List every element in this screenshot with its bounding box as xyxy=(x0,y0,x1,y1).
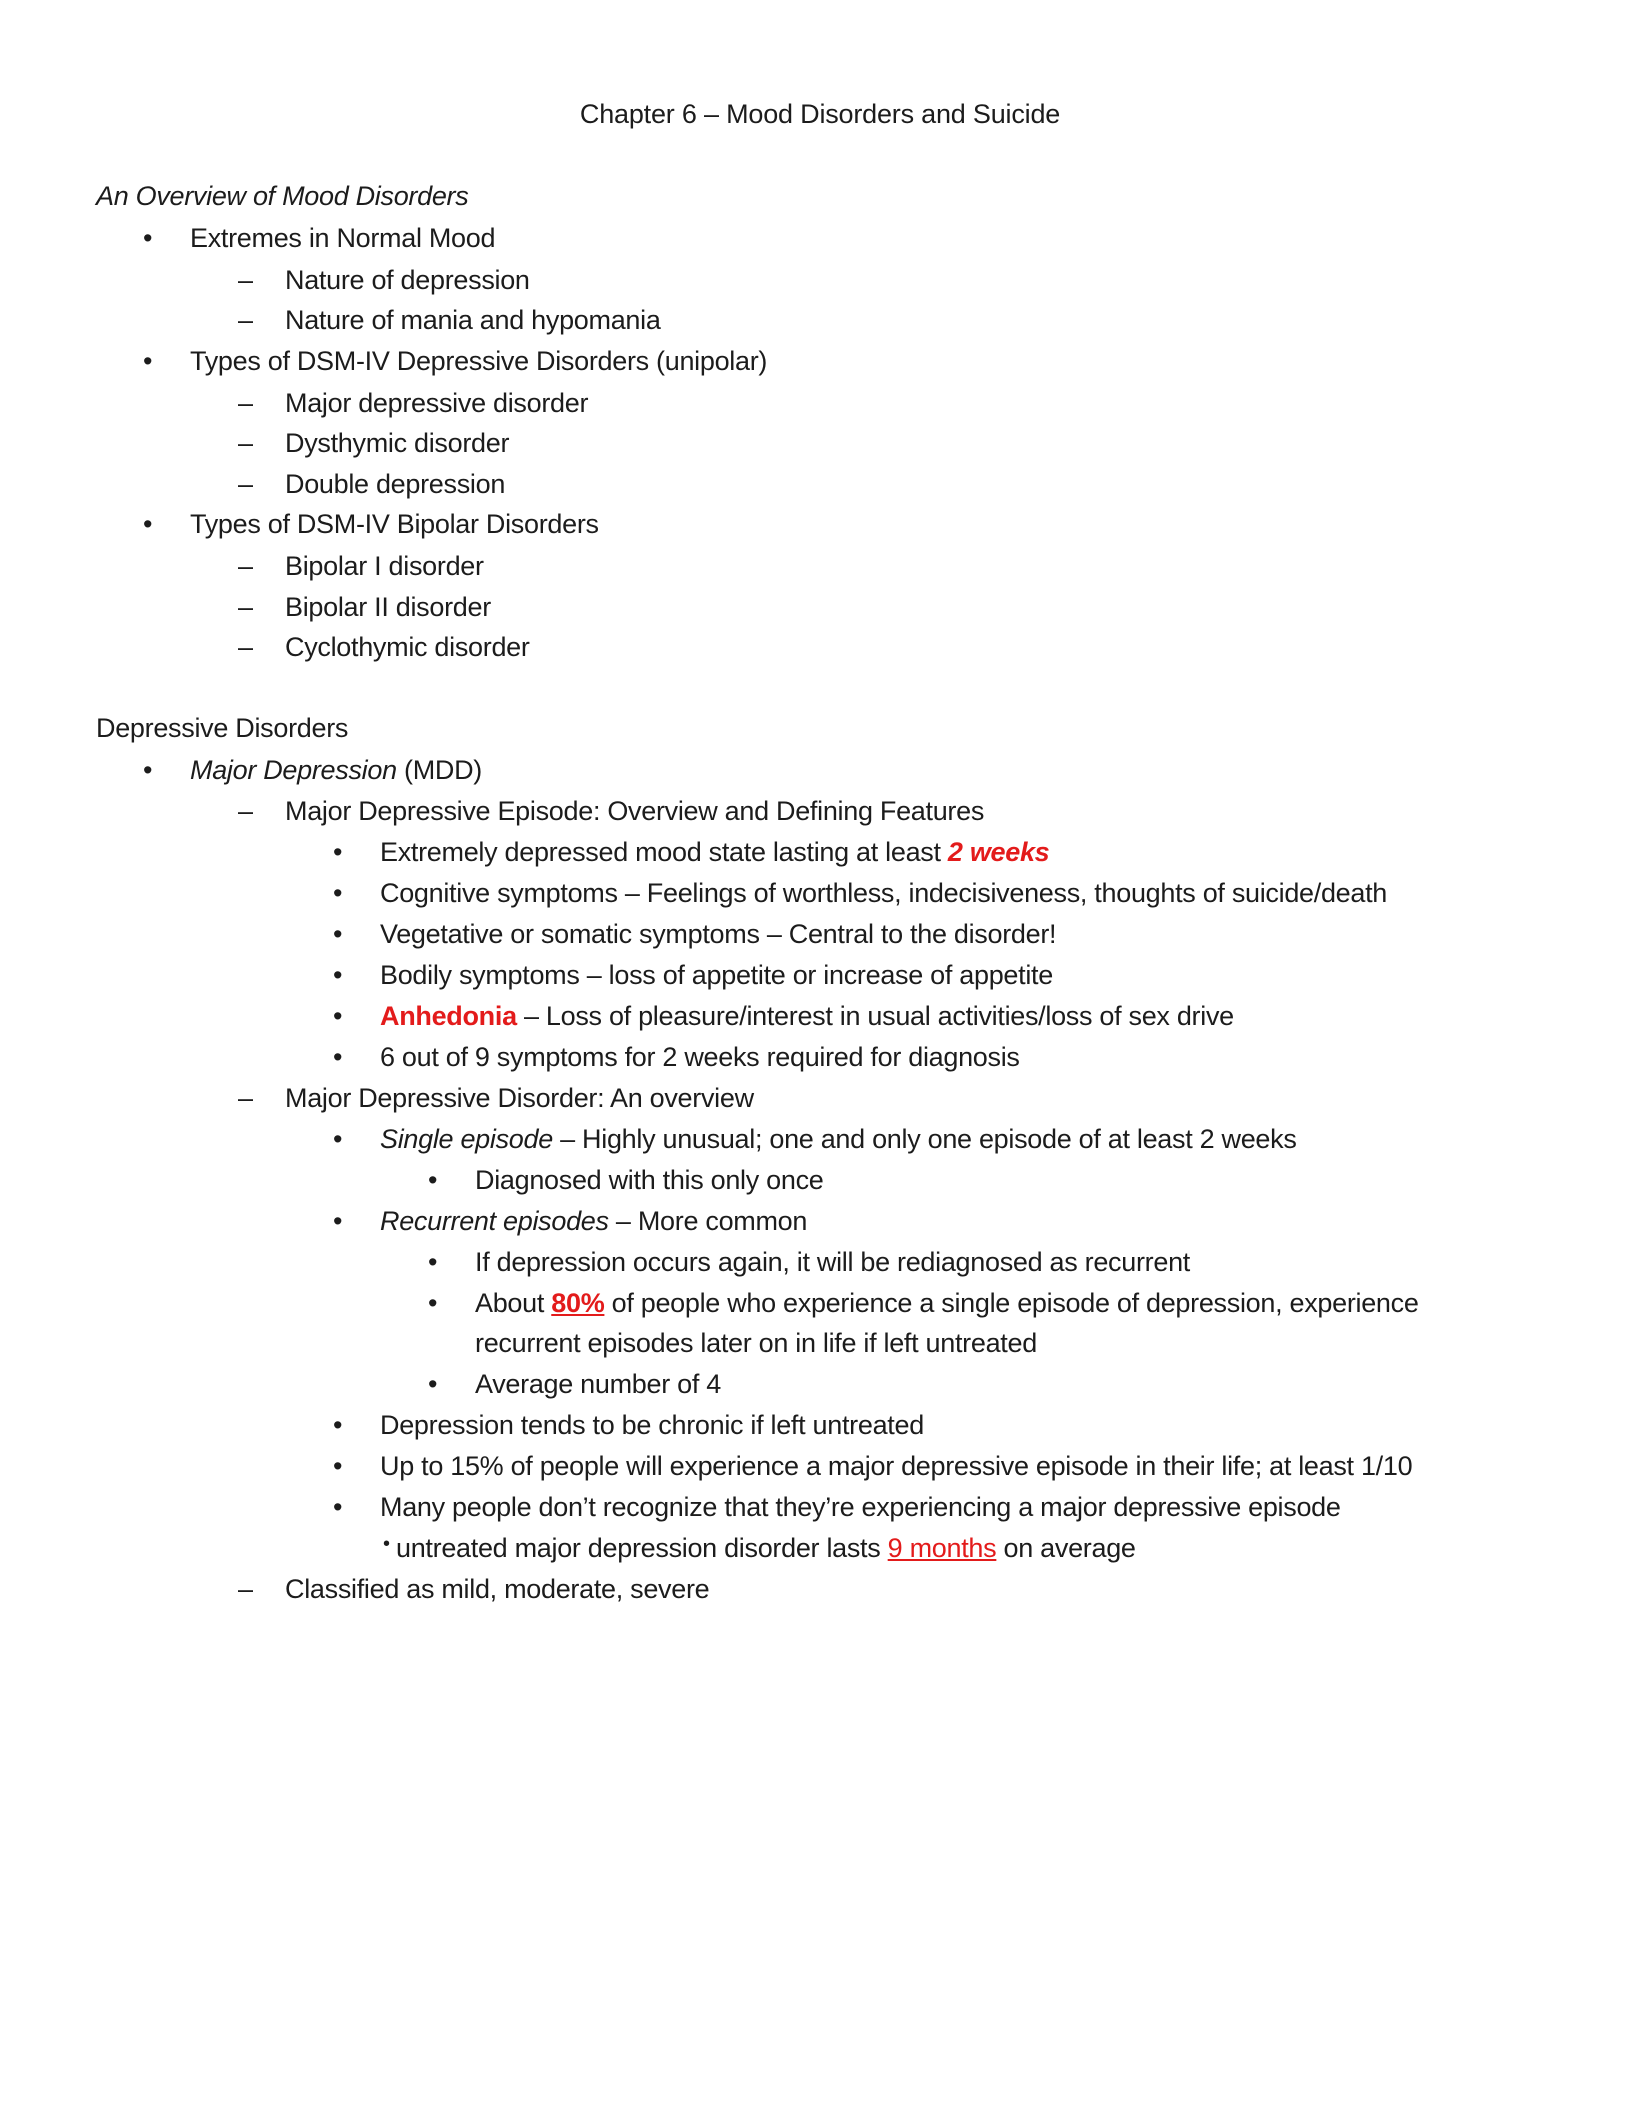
dash-marker: – xyxy=(238,592,254,622)
bullet-marker: • xyxy=(333,919,343,949)
dash-marker: – xyxy=(238,1083,254,1113)
recurrent-subitem: If depression occurs again, it will be rediagnosed as recurrent xyxy=(475,1247,1190,1277)
small-bullet-marker: • xyxy=(383,1533,391,1555)
text: of people who experience a single episode of depression, experience xyxy=(604,1288,1419,1318)
single-episode-item xyxy=(380,1121,1297,1157)
dash-marker: – xyxy=(238,1574,254,1604)
episode-heading: Major Depressive Episode: Overview and Defining Features xyxy=(285,796,985,826)
anhedonia-emphasis: Anhedonia xyxy=(380,1001,517,1031)
recurrent-subitem-continuation: recurrent episodes later on in life if left untreated xyxy=(475,1328,1037,1358)
page-title: Chapter 6 – Mood Disorders and Suicide xyxy=(579,99,1061,129)
disorder-point: Up to 15% of people will experience a major depressive episode in their life; at least 1/10 xyxy=(380,1451,1413,1481)
recurrent-episodes-text: – More common xyxy=(608,1206,808,1236)
overview-item-1: Extremes in Normal Mood xyxy=(190,223,496,253)
bullet-marker: • xyxy=(333,1124,343,1154)
bullet-marker: • xyxy=(428,1247,438,1277)
single-episode-subitem: Diagnosed with this only once xyxy=(475,1165,824,1195)
dash-marker: – xyxy=(238,388,254,418)
overview-subitem: Double depression xyxy=(285,469,506,499)
bullet-marker: • xyxy=(143,755,153,785)
bullet-marker: • xyxy=(143,346,153,376)
episode-feature: 6 out of 9 symptoms for 2 weeks required for diagnosis xyxy=(380,1042,1020,1072)
eighty-percent-emphasis: 80% xyxy=(551,1288,605,1318)
bullet-marker: • xyxy=(428,1369,438,1399)
feature-text: Extremely depressed mood state lasting at least xyxy=(380,837,948,867)
text: on average xyxy=(996,1533,1136,1563)
overview-item-2: Types of DSM-IV Depressive Disorders (unipolar) xyxy=(190,346,768,376)
overview-subitem: Major depressive disorder xyxy=(285,388,589,418)
recurrent-episodes-term: Recurrent episodes xyxy=(380,1206,609,1236)
overview-subitem: Nature of depression xyxy=(285,265,530,295)
bullet-marker: • xyxy=(143,509,153,539)
text: untreated major depression disorder lasts xyxy=(396,1533,888,1563)
bullet-marker: • xyxy=(333,1206,343,1236)
overview-subitem: Cyclothymic disorder xyxy=(285,632,530,662)
mdd-italic: Major Depression xyxy=(190,755,397,785)
single-episode-text: – Highly unusual; one and only one episode of at least 2 weeks xyxy=(552,1124,1297,1154)
overview-subitem: Bipolar I disorder xyxy=(285,551,484,581)
overview-subitem: Nature of mania and hypomania xyxy=(285,305,661,335)
episode-feature: Cognitive symptoms – Feelings of worthless, indecisiveness, thoughts of suicide/death xyxy=(380,878,1388,908)
episode-feature: Vegetative or somatic symptoms – Central to the disorder! xyxy=(380,919,1057,949)
text: About xyxy=(475,1288,552,1318)
two-weeks-emphasis: 2 weeks xyxy=(947,837,1050,867)
overview-item-3: Types of DSM-IV Bipolar Disorders xyxy=(190,509,599,539)
bullet-marker: • xyxy=(333,1001,343,1031)
bullet-marker: • xyxy=(333,837,343,867)
dash-marker: – xyxy=(238,796,254,826)
bullet-marker: • xyxy=(333,960,343,990)
overview-subitem: Bipolar II disorder xyxy=(285,592,491,622)
bullet-marker: • xyxy=(428,1165,438,1195)
disorder-point: Many people don’t recognize that they’re experiencing a major depressive episode xyxy=(380,1492,1341,1522)
dash-marker: – xyxy=(238,469,254,499)
recurrent-subitem xyxy=(475,1285,1419,1321)
episode-feature xyxy=(380,998,1234,1034)
disorder-note xyxy=(396,1530,1136,1566)
recurrent-episodes-item xyxy=(380,1203,807,1239)
disorder-heading: Major Depressive Disorder: An overview xyxy=(285,1083,754,1113)
bullet-marker: • xyxy=(333,1042,343,1072)
dash-marker: – xyxy=(238,632,254,662)
recurrent-subitem: Average number of 4 xyxy=(475,1369,721,1399)
feature-text: – Loss of pleasure/interest in usual activities/loss of sex drive xyxy=(516,1001,1234,1031)
bullet-marker: • xyxy=(428,1288,438,1318)
mdd-item xyxy=(190,752,482,788)
episode-feature: Bodily symptoms – loss of appetite or increase of appetite xyxy=(380,960,1053,990)
single-episode-term: Single episode xyxy=(380,1124,553,1154)
bullet-marker: • xyxy=(143,223,153,253)
bullet-marker: • xyxy=(333,1492,343,1522)
dash-marker: – xyxy=(238,551,254,581)
disorder-point: Depression tends to be chronic if left untreated xyxy=(380,1410,924,1440)
bullet-marker: • xyxy=(333,1410,343,1440)
bullet-marker: • xyxy=(333,878,343,908)
dash-marker: – xyxy=(238,265,254,295)
mdd-rest: (MDD) xyxy=(396,755,482,785)
overview-subitem: Dysthymic disorder xyxy=(285,428,510,458)
depressive-heading: Depressive Disorders xyxy=(96,713,349,743)
bullet-marker: • xyxy=(333,1451,343,1481)
nine-months-emphasis: 9 months xyxy=(887,1533,997,1563)
overview-heading: An Overview of Mood Disorders xyxy=(96,181,469,211)
dash-marker: – xyxy=(238,428,254,458)
classification-item: Classified as mild, moderate, severe xyxy=(285,1574,710,1604)
dash-marker: – xyxy=(238,305,254,335)
episode-feature xyxy=(380,834,1049,870)
